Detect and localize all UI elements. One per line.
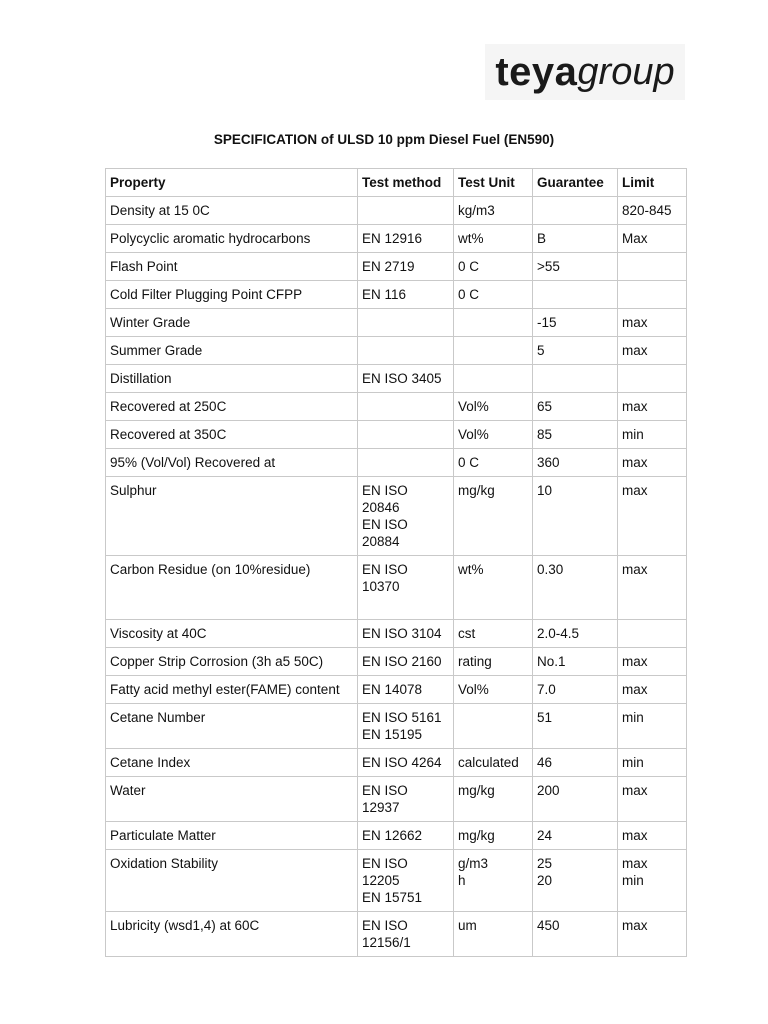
cell-limit [618,197,687,225]
cell-test-unit-line: cst [458,626,476,641]
cell-test-unit-line: um [458,918,477,933]
cell-guarantee-line: 10 [537,483,553,498]
cell-limit [618,309,687,337]
cell-limit [618,912,687,957]
table-row [106,676,687,704]
cell-test-method [358,197,454,225]
cell-limit-line: max [622,399,648,414]
header-property: Property [106,169,358,197]
cell-limit [618,676,687,704]
cell-guarantee-line: 46 [537,755,553,770]
cell-test-method [358,749,454,777]
cell-limit [618,421,687,449]
cell-property: Cold Filter Plugging Point CFPP [106,281,358,309]
cell-test-method [358,365,454,393]
cell-test-unit [454,225,533,253]
logo-text-light: group [577,50,675,93]
cell-test-method-line: EN 15751 [362,890,423,905]
cell-property: Winter Grade [106,309,358,337]
cell-limit-line: max [622,343,648,358]
cell-property: Recovered at 350C [106,421,358,449]
table-row [106,822,687,850]
cell-test-method-line: EN ISO 12205 [362,856,408,888]
cell-test-unit [454,253,533,281]
cell-property: Oxidation Stability [106,850,358,912]
cell-limit [618,477,687,556]
cell-limit [618,281,687,309]
cell-test-method-line: EN 116 [362,287,407,302]
document-title: SPECIFICATION of ULSD 10 ppm Diesel Fuel (EN590) [213,132,555,147]
cell-test-method-line: EN ISO 2160 [362,654,442,669]
cell-limit-line: max [622,828,648,843]
table-row [106,281,687,309]
cell-guarantee [533,676,618,704]
cell-property: Copper Strip Corrosion (3h a5 50C) [106,648,358,676]
cell-test-unit-line: Vol% [458,399,489,414]
cell-test-unit [454,309,533,337]
cell-property: Polycyclic aromatic hydrocarbons [106,225,358,253]
cell-guarantee-line: >55 [537,259,560,274]
table-row [106,648,687,676]
cell-test-method [358,704,454,749]
table-row [106,421,687,449]
cell-test-method [358,850,454,912]
cell-limit-line: min [622,427,644,442]
cell-test-unit [454,777,533,822]
cell-test-unit-line: rating [458,654,492,669]
cell-limit [618,648,687,676]
table-row [106,850,687,912]
cell-guarantee [533,704,618,749]
cell-test-unit-line: calculated [458,755,519,770]
cell-test-unit-line: mg/kg [458,828,495,843]
cell-guarantee-line: 85 [537,427,553,442]
cell-guarantee-line: B [537,231,547,246]
cell-test-method-line: EN ISO 12937 [362,783,408,815]
cell-test-method [358,421,454,449]
cell-test-method-line: EN 15195 [362,727,423,742]
cell-test-unit-line: 0 C [458,287,480,302]
cell-test-method-line: 12156/1 [362,935,411,950]
cell-guarantee [533,309,618,337]
specification-table [105,168,687,957]
table-row [106,337,687,365]
cell-test-unit-line: g/m3 [458,856,489,871]
table-row [106,393,687,421]
cell-test-method [358,822,454,850]
cell-limit-line: max [622,315,648,330]
cell-property: Density at 15 0C [106,197,358,225]
cell-property: 95% (Vol/Vol) Recovered at [106,449,358,477]
cell-test-method [358,281,454,309]
cell-test-unit-line: wt% [458,562,484,577]
cell-guarantee-line: 7.0 [537,682,556,697]
cell-test-method [358,393,454,421]
cell-test-method [358,337,454,365]
cell-test-unit [454,749,533,777]
cell-limit-line: max [622,483,648,498]
cell-test-unit-line: mg/kg [458,783,495,798]
cell-limit-line: max [622,654,648,669]
cell-guarantee [533,197,618,225]
cell-property: Fatty acid methyl ester(FAME) content [106,676,358,704]
cell-test-unit-line: mg/kg [458,483,495,498]
cell-limit-line: Max [622,231,648,246]
cell-test-method-line: EN ISO [362,918,408,933]
cell-property: Lubricity (wsd1,4) at 60C [106,912,358,957]
cell-limit [618,337,687,365]
cell-limit-line: max [622,562,648,577]
cell-test-unit [454,281,533,309]
cell-test-unit-line: h [458,873,466,888]
cell-guarantee [533,620,618,648]
table-header [106,169,687,197]
cell-test-method-line: EN 12916 [362,231,423,246]
cell-limit [618,777,687,822]
cell-test-method-line: EN 12662 [362,828,423,843]
cell-guarantee [533,365,618,393]
cell-property: Distillation [106,365,358,393]
cell-guarantee [533,749,618,777]
cell-test-unit [454,704,533,749]
cell-test-unit [454,365,533,393]
cell-guarantee [533,912,618,957]
header-test-method: Test method [358,169,454,197]
table-row [106,365,687,393]
cell-limit [618,749,687,777]
cell-property: Cetane Number [106,704,358,749]
cell-test-method-line: EN ISO 10370 [362,562,408,594]
cell-guarantee [533,225,618,253]
cell-guarantee-line: 360 [537,455,560,470]
cell-limit-line: min [622,755,644,770]
header-test-unit: Test Unit [454,169,533,197]
table-row [106,197,687,225]
cell-limit [618,704,687,749]
logo-text-bold: teya [495,49,578,94]
cell-limit [618,620,687,648]
cell-test-method [358,620,454,648]
cell-limit [618,556,687,620]
cell-test-method-line: EN ISO 4264 [362,755,442,770]
table-row [106,225,687,253]
cell-property: Recovered at 250C [106,393,358,421]
table-row [106,704,687,749]
cell-test-unit [454,421,533,449]
cell-guarantee-line: 20 [537,873,553,888]
cell-limit-line: max [622,682,648,697]
cell-test-method [358,309,454,337]
cell-guarantee [533,556,618,620]
cell-guarantee [533,822,618,850]
cell-test-unit: kg/m3 [454,197,533,225]
cell-test-method-line: EN ISO 5161 [362,710,442,725]
cell-limit-line: min [622,873,644,888]
cell-limit-line: max [622,783,648,798]
cell-guarantee [533,421,618,449]
cell-test-unit [454,648,533,676]
cell-guarantee-line: 450 [537,918,560,933]
header-limit: Limit [618,169,687,197]
header-guarantee: Guarantee [533,169,618,197]
cell-property: Carbon Residue (on 10%residue) [106,556,358,620]
cell-test-unit [454,912,533,957]
cell-guarantee [533,477,618,556]
cell-limit-line: max [622,856,648,871]
cell-guarantee-line: 200 [537,783,560,798]
cell-test-unit [454,620,533,648]
table-row [106,749,687,777]
cell-guarantee-line: 65 [537,399,553,414]
cell-test-method-line: EN ISO 3405 [362,371,442,386]
cell-test-unit [454,850,533,912]
cell-test-unit [454,556,533,620]
cell-test-unit [454,337,533,365]
table-row [106,620,687,648]
cell-test-unit-line: 0 C [458,259,480,274]
cell-guarantee-line: 24 [537,828,553,843]
cell-limit-line: min [622,710,644,725]
cell-test-method [358,225,454,253]
table-row [106,777,687,822]
cell-guarantee [533,337,618,365]
cell-limit [618,393,687,421]
cell-guarantee [533,253,618,281]
cell-test-unit [454,822,533,850]
cell-limit-line: max [622,455,648,470]
cell-guarantee [533,648,618,676]
cell-test-unit [454,676,533,704]
company-logo [485,44,685,100]
table-row [106,253,687,281]
cell-property: Summer Grade [106,337,358,365]
cell-property: Flash Point [106,253,358,281]
cell-test-unit [454,393,533,421]
table-body [106,197,687,957]
cell-test-method [358,777,454,822]
cell-guarantee [533,850,618,912]
cell-guarantee-line: -15 [537,315,557,330]
cell-limit [618,365,687,393]
cell-test-unit [454,449,533,477]
cell-guarantee-line: 5 [537,343,545,358]
cell-guarantee [533,777,618,822]
cell-test-method-line: EN ISO 3104 [362,626,442,641]
cell-test-method-line: EN ISO 20884 [362,517,408,549]
table-row [106,912,687,957]
table-row [106,556,687,620]
cell-test-method [358,253,454,281]
cell-guarantee-line: 25 [537,856,553,871]
cell-guarantee-line: 0.30 [537,562,564,577]
cell-test-method [358,477,454,556]
table-row [106,309,687,337]
cell-guarantee [533,449,618,477]
cell-limit [618,225,687,253]
cell-test-unit-line: 0 C [458,455,480,470]
table-row [106,449,687,477]
table-row [106,477,687,556]
cell-test-method [358,912,454,957]
cell-limit [618,850,687,912]
cell-test-method [358,648,454,676]
cell-test-method [358,449,454,477]
cell-limit [618,822,687,850]
cell-property: Cetane Index [106,749,358,777]
cell-test-unit [454,477,533,556]
cell-property: Water [106,777,358,822]
cell-limit [618,449,687,477]
cell-guarantee [533,281,618,309]
cell-guarantee-line: No.1 [537,654,566,669]
cell-guarantee [533,393,618,421]
cell-test-method [358,676,454,704]
cell-test-unit-line: Vol% [458,682,489,697]
cell-test-method-line: EN 2719 [362,259,415,274]
cell-guarantee-line: 51 [537,710,553,725]
cell-property: Sulphur [106,477,358,556]
cell-property: Viscosity at 40C [106,620,358,648]
cell-limit-line: max [622,918,648,933]
cell-limit [618,253,687,281]
cell-property: Particulate Matter [106,822,358,850]
cell-test-method-line: EN 14078 [362,682,423,697]
cell-limit-line: 820-845 [622,203,672,218]
header-row [106,169,687,197]
cell-test-method [358,556,454,620]
cell-guarantee-line: 2.0-4.5 [537,626,580,641]
cell-test-unit-line: wt% [458,231,484,246]
cell-test-method-line: EN ISO 20846 [362,483,408,515]
cell-test-unit-line: Vol% [458,427,489,442]
